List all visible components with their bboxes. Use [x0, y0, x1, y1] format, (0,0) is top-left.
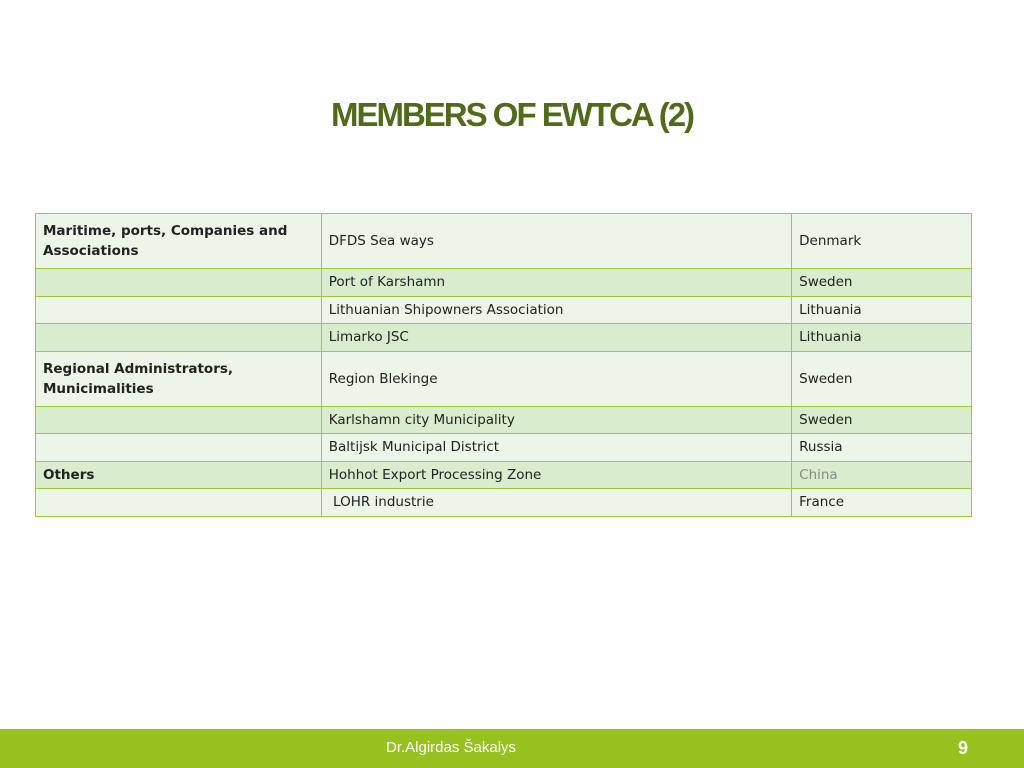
member-cell: Baltijsk Municipal District: [321, 434, 791, 462]
member-cell: Region Blekinge: [321, 351, 791, 406]
country-cell: Sweden: [792, 406, 972, 434]
country-cell: Russia: [792, 434, 972, 462]
page-number: 9: [957, 738, 968, 758]
category-cell: [36, 489, 322, 517]
country-cell: Sweden: [792, 351, 972, 406]
country-cell: France: [792, 489, 972, 517]
country-cell: China: [792, 461, 972, 489]
category-cell: [36, 434, 322, 462]
table-row: [36, 214, 972, 269]
category-cell: [36, 296, 322, 324]
category-cell: [36, 324, 322, 352]
member-cell: Karlshamn city Municipality: [321, 406, 791, 434]
table-row: [36, 269, 972, 297]
footer-author: Dr.Algirdas Šakalys: [386, 739, 517, 756]
table-row: [36, 489, 972, 517]
members-table: [35, 213, 972, 517]
country-cell: Lithuania: [792, 324, 972, 352]
member-cell: Limarko JSC: [321, 324, 791, 352]
category-cell: [36, 269, 322, 297]
slide-title: MEMBERS OF EWTCA (2): [330, 96, 694, 133]
country-cell: Denmark: [792, 214, 972, 269]
table-row: [36, 434, 972, 462]
table-row: [36, 461, 972, 489]
category-cell: Others: [36, 461, 322, 489]
table-row: [36, 296, 972, 324]
footer-bar: [0, 729, 1024, 768]
table-row: [36, 406, 972, 434]
country-cell: Lithuania: [792, 296, 972, 324]
country-cell: Sweden: [792, 269, 972, 297]
category-cell: Regional Administrators, Municimalities: [36, 351, 322, 406]
category-cell: [36, 406, 322, 434]
table-row: [36, 351, 972, 406]
member-cell: DFDS Sea ways: [321, 214, 791, 269]
table-row: [36, 324, 972, 352]
member-cell: Hohhot Export Processing Zone: [321, 461, 791, 489]
member-cell: LOHR industrie: [321, 489, 791, 517]
category-cell: Maritime, ports, Companies and Associations: [36, 214, 322, 269]
member-cell: Lithuanian Shipowners Association: [321, 296, 791, 324]
member-cell: Port of Karshamn: [321, 269, 791, 297]
